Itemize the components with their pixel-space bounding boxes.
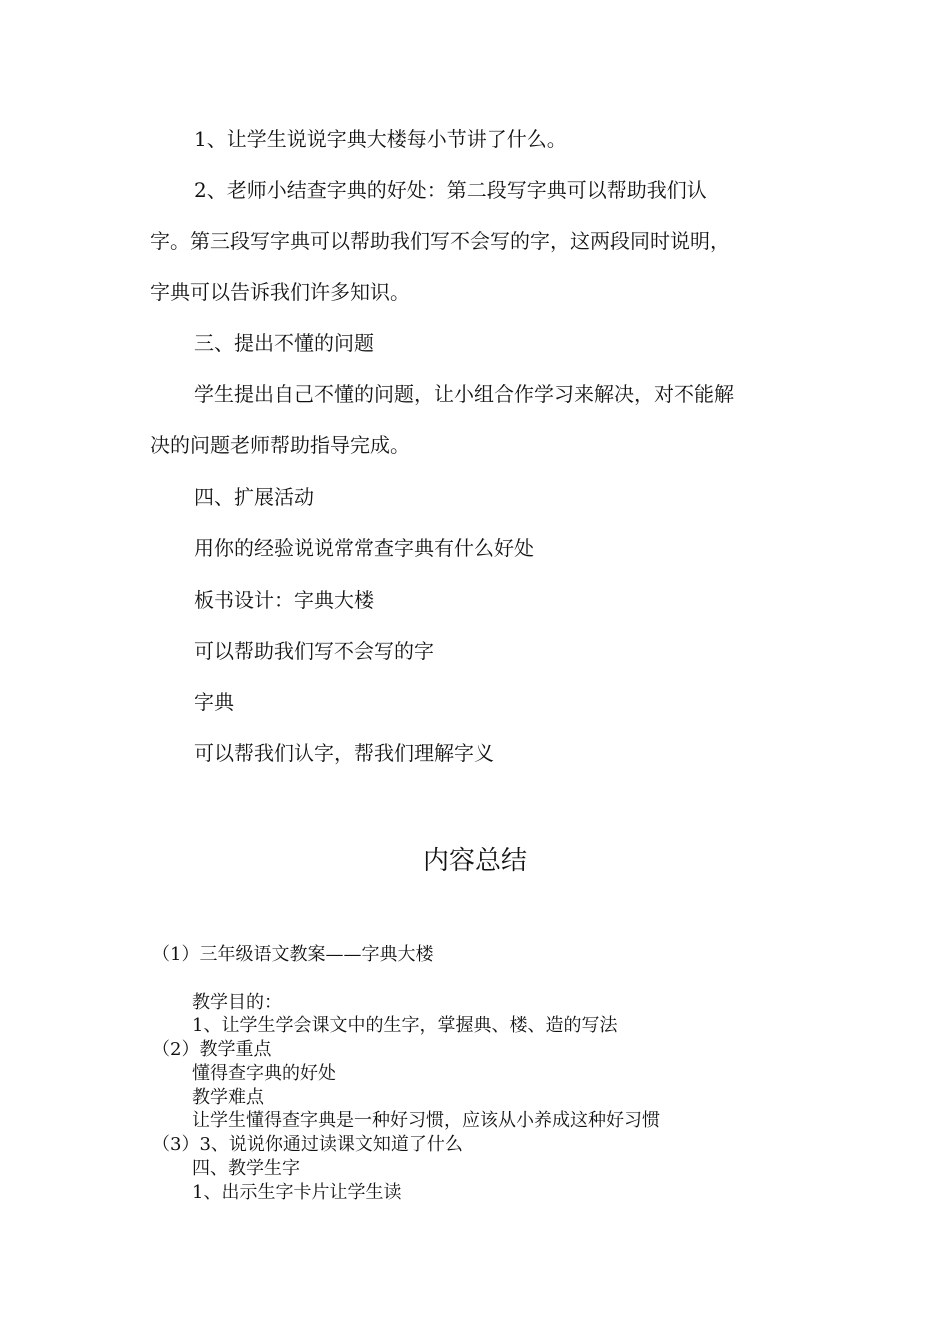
summary-line: （1）三年级语文教案——字典大楼 [152,944,434,965]
board-design-title: 板书设计：字典大楼 [194,588,374,612]
board-design-line-1: 可以帮助我们写不会写的字 [194,639,434,663]
summary-line: 1、出示生字卡片让学生读 [192,1182,402,1203]
summary-line: 1、让学生学会课文中的生字，掌握典、楼、造的写法 [192,1015,618,1036]
paragraph-step-1: 1、让学生说说字典大楼每小节讲了什么。 [194,127,567,151]
summary-line: 懂得查字典的好处 [192,1063,336,1084]
summary-line: 教学目的： [192,992,282,1013]
summary-line: 让学生懂得查字典是一种好习惯，应该从小养成这种好习惯 [192,1110,660,1131]
board-design-line-2: 字典 [194,690,234,714]
paragraph-step-2-line-3: 字典可以告诉我们许多知识。 [150,280,410,304]
paragraph-questions-line-1: 学生提出自己不懂的问题，让小组合作学习来解决，对不能解 [194,382,734,406]
paragraph-step-2-line-1: 2、老师小结查字典的好处：第二段写字典可以帮助我们认 [194,178,707,202]
section-heading-3: 三、提出不懂的问题 [194,331,374,355]
paragraph-extension: 用你的经验说说常常查字典有什么好处 [194,536,534,560]
paragraph-step-2-line-2: 字。第三段写字典可以帮助我们写不会写的字，这两段同时说明， [150,229,730,253]
section-heading-4: 四、扩展活动 [194,485,314,509]
summary-line: （2）教学重点 [152,1039,272,1060]
summary-line: （3）3、说说你通过读课文知道了什么 [152,1134,463,1155]
paragraph-questions-line-2: 决的问题老师帮助指导完成。 [150,433,410,457]
board-design-line-3: 可以帮我们认字，帮我们理解字义 [194,741,494,765]
summary-title: 内容总结 [422,846,527,876]
summary-line: 四、教学生字 [192,1158,300,1179]
summary-line: 教学难点 [192,1087,264,1108]
